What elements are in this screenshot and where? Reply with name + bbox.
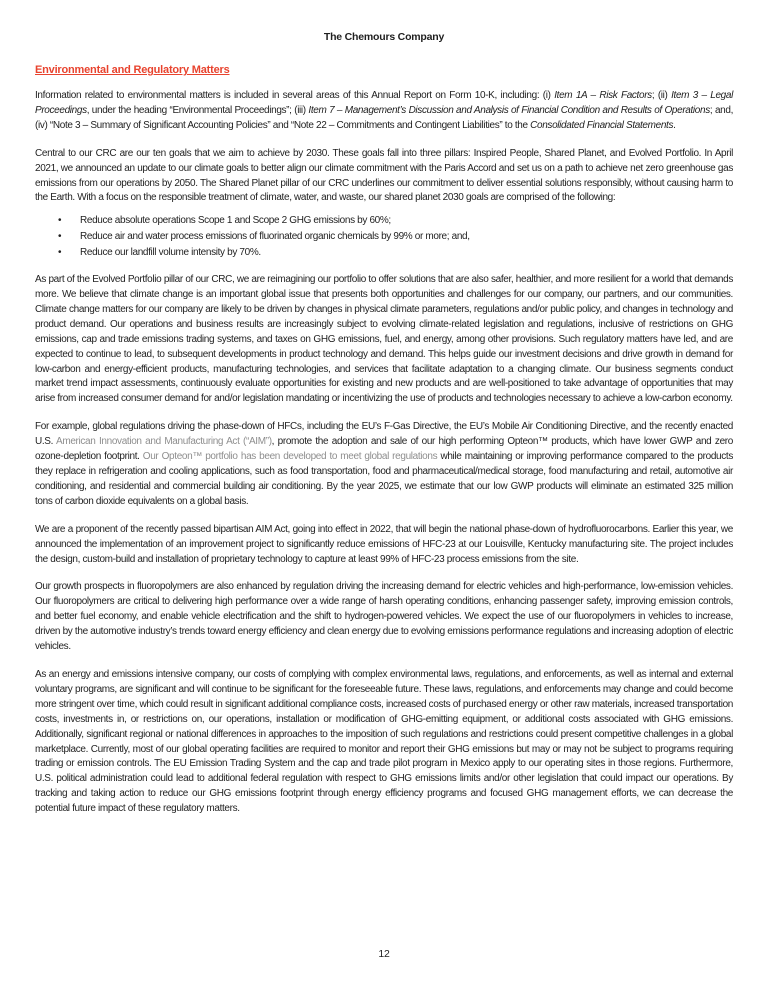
document-header-title: The Chemours Company [323,31,445,43]
goal-item [35,213,733,229]
paragraph-ghg-costs: As an energy and emissions intensive company, our costs of complying with complex environmental laws, regulations, and enforcements, as well as internal and external voluntary programs, are significant and will continue to be significant for the foreseeable future. These laws, regulations, and enforcements may change and could become more stringent over time, which could result in significant additional compliance costs, increased costs of purchased energy or other raw materials, increased transportation costs, investments in, or restrictions on, our operations, installation or modification of GHG-emitting equipment, or additional costs associated with GHG emissions. Additionally, significant regional or national differences in approaches to the imposition of such regulations and restrictions could present competitive challenges in a global marketplace. Currently, most of our global operating facilities are required to monitor and report their GHG emissions but may or may not be subject to programs requiring trading or emission controls. The EU Emission Trading System and the cap and trade pilot program in Mexico apply to our operating sites in those regions. Furthermore, U.S. political administration could lead to additional federal regulation with respect to GHG emissions limits and/or other legislation that could impact our operations. By tracking and taking action to reduce our GHG emissions footprint through energy efficiency programs and focused GHG management efforts, we can decrease the potential future impact of these regulatory matters. [35,668,733,815]
paragraph-hfc-regulations: For example, global regulations driving the phase-down of HFCs, including the EU’s F-Gas Directive, the EU’s Mobile Air Conditioning Directive, and the recently enacted U.S. American Innovation and Manufacturing Act (“AIM”), promote the adoption and sale of our high performing Opteon™ products, which have lower GWP and zero ozone-depletion footprint. Our Opteon™ portfolio has been developed to meet global regulations while maintaining or improving performance compared to the products they replace in refrigeration and cooling applications, such as food transportation, food and pharmaceutical/medical storage, food manufacturing and retail, automotive air conditioning, and residential and commercial building air conditioning. By the year 2025, we estimate that our low GWP products will eliminate an estimated 325 million tons of carbon dioxide equivalents on a global basis. [35,421,733,507]
document-content [35,64,733,817]
paragraph-crc-goals: Central to our CRC are our ten goals that we aim to achieve by 2030. These goals fall into three pillars: Inspired People, Shared Planet, and Evolved Portfolio. In April 2021, we announced an update to our climate goals to better align our climate commitment with the Paris Accord and set us on a path to achieve net zero greenhouse gas emissions from our operations by 2050. The Shared Planet pillar of our CRC underlines our commitment to deliver essential solutions responsibly, without causing harm to the Earth. With a focus on the responsible treatment of climate, water, and waste, our shared planet 2030 goals are comprised of the following: [35,147,733,204]
section-heading: Environmental and Regulatory Matters [35,64,230,76]
paragraph-fluoropolymers: Our growth prospects in fluoropolymers are also enhanced by regulation driving the increasing demand for electric vehicles and high-performance, low-emission vehicles. Our fluoropolymers are critical to delivering high performance over a wide range of harsh operating conditions, enhancing passenger safety, improving emission controls, and better fuel economy, and enable vehicle electrification and the shift to hydrogen-powered vehicles. We expect the use of our fluoropolymers in vehicles to increase, driven by the automotive industry’s trends toward energy efficiency and clean energy due to evolving emissions performance regulations and increasing adoption of electric vehicles. [35,581,733,653]
goal-item-text: Reduce our landfill volume intensity by 70%. [80,246,261,258]
page-number: 12 [378,948,390,960]
goal-item [35,245,733,261]
paragraph-aim-act: We are a proponent of the recently passed bipartisan AIM Act, going into effect in 2022, that will begin the national phase-down of hydrofluorocarbons. Earlier this year, we announced the implementation of an improvement project to significantly reduce emissions of HFC-23 at our Louisville, Kentucky manufacturing site. The project includes the design, custom-build and installation of proprietary technology to capture at least 99% of HFC-23 process emissions from the site. [35,523,733,565]
paragraph-environmental-info: Information related to environmental matters is included in several areas of this Annual Report on Form 10-K, including: (i) Item 1A – Risk Factors; (ii) Item 3 – Legal Proceedings, under the heading “Environmental Proceedings”; (iii) Item 7 – Management’s Discussion and Analysis of Financial Condition and Results of Operations; and, (iv) “Note 3 – Summary of Significant Accounting Policies” and “Note 22 – Commitments and Contingent Liabilities” to the Consolidated Financial Statements. [35,90,734,131]
paragraph-evolved-portfolio: As part of the Evolved Portfolio pillar of our CRC, we are reimagining our portfolio to offer solutions that are also safer, healthier, and more resilient for a world that demands more. We believe that climate change is an important global issue that presents both opportunities and challenges for our company, our partners, and our communities. Climate change matters for our company are likely to be driven by changes in physical climate parameters, regulations and/or public policy, and changes in technology and product demand. Our operations and business results are increasingly subject to evolving climate-related legislation and regulations, inclusive of restrictions on GHG emissions, cap and trade emissions trading systems, and taxes on GHG emissions, fuel, and energy, among other provisions. Such regulatory matters have led, and are expected to continue to lead, to subsequent developments in product technology and demand. This helps guide our investment decisions and drive growth in demand for low-carbon and energy-efficient products, manufacturing technologies, and services that facilitate adaptation to a changing climate. Our business segments conduct market trend impact assessments, continuously evaluate opportunities for existing and new products and are well-positioned to take advantage of opportunities that may arise from increased consumer demand for and/or legislation mandating or incentivizing the use of products and technologies necessary to achieve a low-carbon economy. [35,274,733,405]
bullet-icon: • [58,246,62,258]
goal-item-text: Reduce absolute operations Scope 1 and Scope 2 GHG emissions by 60%; [80,215,391,227]
goals-list [35,213,733,260]
goal-item-text: Reduce air and water process emissions of fluorinated organic chemicals by 99% or more; and, [80,230,470,242]
goal-item [35,229,733,245]
bullet-icon: • [58,215,62,227]
bullet-icon: • [58,230,62,242]
